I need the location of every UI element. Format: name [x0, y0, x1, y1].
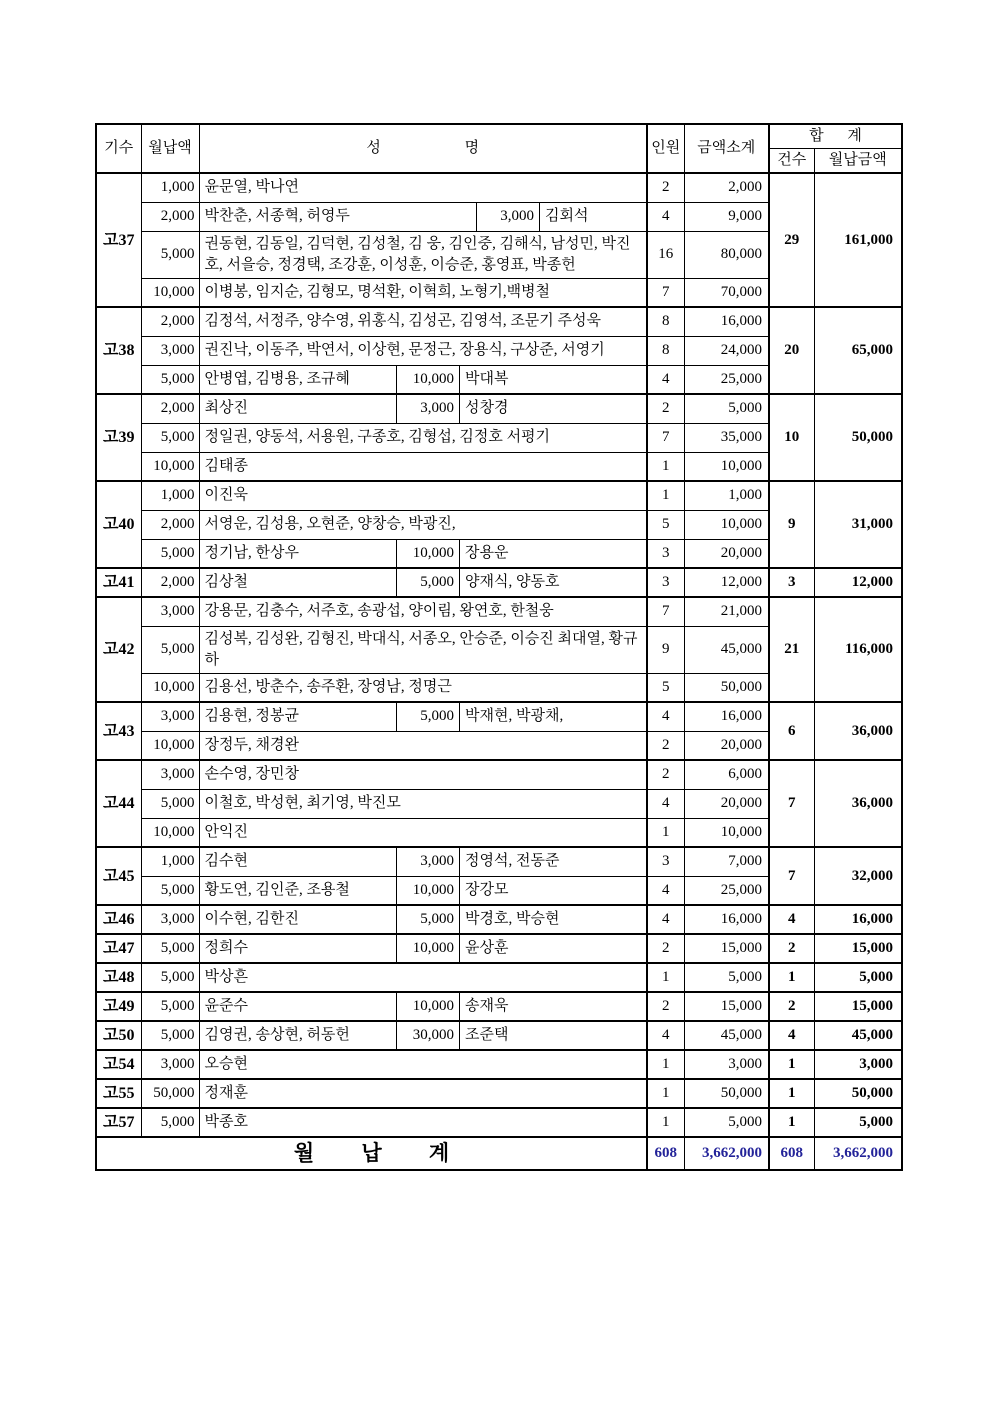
count-cell: 3 [647, 539, 684, 568]
names-cell: 서영운, 김성용, 오현준, 양창승, 박광진, [199, 510, 647, 539]
count-cell: 8 [647, 336, 684, 365]
sub-names-cell: 정희수 [204, 940, 248, 956]
monthly-amount-cell: 5,000 [141, 963, 199, 992]
gisu-cell: 고42 [96, 597, 141, 702]
monthly-amount-cell: 5,000 [141, 626, 199, 673]
gisu-cell: 고45 [96, 847, 141, 905]
group-total-count-cell: 2 [769, 992, 814, 1021]
monthly-amount-cell: 5,000 [141, 1108, 199, 1137]
col-header-total-amount: 월납금액 [814, 149, 902, 174]
group-total-amount-cell: 15,000 [814, 934, 902, 963]
subtotal-cell: 3,000 [684, 1050, 769, 1079]
sub-names-cell: 장용운 [465, 544, 509, 561]
sub-names-cell: 황도연, 김인준, 조용철 [204, 881, 350, 898]
monthly-amount-cell: 10,000 [141, 673, 199, 702]
table-row [96, 905, 902, 934]
count-cell: 1 [647, 1079, 684, 1108]
group-total-count-cell: 4 [769, 1021, 814, 1050]
group-total-amount-cell: 116,000 [814, 597, 902, 702]
monthly-amount-cell: 3,000 [141, 1050, 199, 1079]
sub-names-cell: 장강모 [465, 881, 509, 898]
gisu-cell: 고50 [96, 1021, 141, 1050]
col-header-total-count: 건수 [769, 149, 814, 174]
monthly-amount-cell: 5,000 [141, 365, 199, 394]
group-total-count-cell: 29 [769, 173, 814, 307]
group-total-count-cell: 3 [769, 568, 814, 597]
gisu-cell: 고37 [96, 173, 141, 307]
grand-total-count-right: 608 [769, 1137, 814, 1170]
monthly-amount-cell: 5,000 [141, 876, 199, 905]
group-total-count-cell: 4 [769, 905, 814, 934]
sub-amount-cell: 10,000 [396, 935, 460, 962]
monthly-amount-cell: 1,000 [141, 481, 199, 510]
sub-names-cell: 박찬춘, 서종혁, 허영두 [204, 208, 350, 224]
subtotal-cell: 21,000 [684, 597, 769, 626]
monthly-amount-cell: 3,000 [141, 597, 199, 626]
count-cell: 1 [647, 1108, 684, 1137]
col-header-subtotal: 금액소계 [684, 124, 769, 173]
table-row [96, 760, 902, 789]
sub-amount-cell: 30,000 [396, 1022, 460, 1049]
grand-total-count: 608 [647, 1137, 684, 1170]
gisu-cell: 고43 [96, 702, 141, 760]
monthly-amount-cell: 5,000 [141, 789, 199, 818]
subtotal-cell: 20,000 [684, 789, 769, 818]
count-cell: 2 [647, 992, 684, 1021]
names-split-wrap [200, 848, 647, 876]
monthly-amount-cell: 10,000 [141, 818, 199, 847]
subtotal-cell: 70,000 [684, 278, 769, 307]
monthly-amount-cell: 3,000 [141, 760, 199, 789]
names-cell: 손수영, 장민창 [199, 760, 647, 789]
names-cell [199, 876, 647, 905]
sub-names-cell: 안병엽, 김병용, 조규혜 [204, 370, 350, 387]
names-cell [199, 1021, 647, 1050]
names-split-wrap [200, 877, 647, 905]
names-cell: 박상흔 [199, 963, 647, 992]
monthly-amount-cell: 2,000 [141, 394, 199, 423]
subtotal-cell: 25,000 [684, 876, 769, 905]
group-total-amount-cell: 5,000 [814, 963, 902, 992]
group-total-count-cell: 20 [769, 307, 814, 394]
group-total-count-cell: 1 [769, 963, 814, 992]
sub-names-cell: 김회석 [545, 208, 589, 224]
monthly-amount-cell: 5,000 [141, 231, 199, 278]
sub-amount-cell: 5,000 [396, 703, 460, 731]
gisu-cell: 고54 [96, 1050, 141, 1079]
group-total-amount-cell: 161,000 [814, 173, 902, 307]
names-cell: 김태종 [199, 452, 647, 481]
sub-amount-cell: 5,000 [396, 569, 460, 596]
count-cell: 2 [647, 731, 684, 760]
subtotal-cell: 50,000 [684, 1079, 769, 1108]
count-cell: 4 [647, 1021, 684, 1050]
sub-names-cell: 김상철 [204, 574, 248, 590]
sub-names-cell: 박재현, 박광채, [465, 708, 564, 725]
names-cell [199, 934, 647, 963]
table-body [96, 173, 902, 1137]
count-cell: 1 [647, 452, 684, 481]
table-row [96, 307, 902, 336]
sub-names-cell: 윤준수 [204, 998, 248, 1014]
names-cell [199, 702, 647, 731]
table-row [96, 992, 902, 1021]
names-cell: 정일권, 양동석, 서용원, 구종호, 김형섭, 김정호 서평기 [199, 423, 647, 452]
monthly-amount-cell: 5,000 [141, 423, 199, 452]
subtotal-cell: 12,000 [684, 568, 769, 597]
group-total-amount-cell: 15,000 [814, 992, 902, 1021]
count-cell: 4 [647, 202, 684, 231]
monthly-amount-cell: 1,000 [141, 173, 199, 202]
monthly-amount-cell: 10,000 [141, 731, 199, 760]
count-cell: 4 [647, 789, 684, 818]
count-cell: 7 [647, 278, 684, 307]
gisu-cell: 고49 [96, 992, 141, 1021]
names-split-wrap [200, 569, 647, 596]
monthly-amount-cell: 1,000 [141, 847, 199, 876]
names-cell: 윤문열, 박나연 [199, 173, 647, 202]
sub-names-cell: 조준택 [465, 1027, 509, 1043]
subtotal-cell: 16,000 [684, 702, 769, 731]
count-cell: 4 [647, 365, 684, 394]
names-cell [199, 365, 647, 394]
gisu-cell: 고57 [96, 1108, 141, 1137]
names-cell: 김성복, 김성완, 김형진, 박대식, 서종오, 안승준, 이승진 최대열, 황규하 [199, 626, 647, 673]
names-split-wrap [200, 1022, 647, 1049]
subtotal-cell: 5,000 [684, 1108, 769, 1137]
count-cell: 3 [647, 568, 684, 597]
monthly-amount-cell: 5,000 [141, 1021, 199, 1050]
group-total-count-cell: 1 [769, 1108, 814, 1137]
group-total-amount-cell: 50,000 [814, 1079, 902, 1108]
table-footer [96, 1137, 902, 1170]
count-cell: 2 [647, 173, 684, 202]
subtotal-cell: 25,000 [684, 365, 769, 394]
sub-amount-cell: 10,000 [396, 366, 460, 394]
gisu-cell: 고47 [96, 934, 141, 963]
group-total-count-cell: 2 [769, 934, 814, 963]
monthly-amount-cell: 10,000 [141, 278, 199, 307]
table-header [96, 124, 902, 173]
subtotal-cell: 16,000 [684, 905, 769, 934]
grand-total-subtotal: 3,662,000 [684, 1137, 769, 1170]
names-split-wrap [200, 366, 647, 394]
table-row [96, 934, 902, 963]
group-total-amount-cell: 16,000 [814, 905, 902, 934]
table-row [96, 847, 902, 876]
count-cell: 7 [647, 597, 684, 626]
table-row [96, 481, 902, 510]
count-cell: 7 [647, 423, 684, 452]
sub-names-cell: 김영권, 송상현, 허동헌 [204, 1027, 350, 1043]
table-row [96, 1108, 902, 1137]
group-total-amount-cell: 31,000 [814, 481, 902, 568]
group-total-count-cell: 7 [769, 847, 814, 905]
table-row [96, 963, 902, 992]
monthly-amount-cell: 10,000 [141, 452, 199, 481]
names-split-wrap [200, 395, 647, 423]
sub-amount-cell: 10,000 [396, 993, 460, 1020]
sub-amount-cell: 3,000 [476, 203, 540, 231]
sub-amount-cell: 10,000 [396, 540, 460, 568]
count-cell: 1 [647, 1050, 684, 1079]
monthly-dues-table [95, 123, 903, 1171]
group-total-amount-cell: 50,000 [814, 394, 902, 481]
names-split-wrap [200, 540, 647, 568]
monthly-amount-cell: 50,000 [141, 1079, 199, 1108]
group-total-amount-cell: 5,000 [814, 1108, 902, 1137]
group-total-count-cell: 1 [769, 1050, 814, 1079]
subtotal-cell: 80,000 [684, 231, 769, 278]
monthly-amount-cell: 2,000 [141, 568, 199, 597]
subtotal-cell: 45,000 [684, 626, 769, 673]
sub-names-cell: 송재욱 [465, 998, 509, 1014]
names-cell: 김용선, 방춘수, 송주환, 장영남, 정명근 [199, 673, 647, 702]
count-cell: 1 [647, 818, 684, 847]
grand-total-row [96, 1137, 902, 1170]
sub-names-cell: 정영석, 전동준 [465, 853, 560, 870]
sub-names-cell: 윤상훈 [465, 940, 509, 956]
group-total-count-cell: 10 [769, 394, 814, 481]
header-row-1 [96, 124, 902, 149]
subtotal-cell: 16,000 [684, 307, 769, 336]
table-row [96, 394, 902, 423]
names-cell: 박종호 [199, 1108, 647, 1137]
group-total-amount-cell: 36,000 [814, 702, 902, 760]
subtotal-cell: 5,000 [684, 963, 769, 992]
names-cell [199, 992, 647, 1021]
names-cell: 이병봉, 임지순, 김형모, 명석환, 이혁희, 노형기,백병철 [199, 278, 647, 307]
subtotal-cell: 9,000 [684, 202, 769, 231]
table-row [96, 1079, 902, 1108]
subtotal-cell: 1,000 [684, 481, 769, 510]
count-cell: 2 [647, 760, 684, 789]
count-cell: 8 [647, 307, 684, 336]
names-cell: 장정두, 채경완 [199, 731, 647, 760]
group-total-count-cell: 6 [769, 702, 814, 760]
sub-names-cell: 최상진 [204, 400, 248, 417]
group-total-amount-cell: 32,000 [814, 847, 902, 905]
subtotal-cell: 15,000 [684, 934, 769, 963]
sub-names-cell: 정기남, 한상우 [204, 544, 299, 561]
names-split-wrap [200, 703, 647, 731]
names-cell: 강용문, 김충수, 서주호, 송광섭, 양이림, 왕연호, 한철웅 [199, 597, 647, 626]
sub-names-cell: 김용현, 정봉균 [204, 708, 299, 725]
gisu-cell: 고38 [96, 307, 141, 394]
monthly-amount-cell: 3,000 [141, 336, 199, 365]
names-split-wrap [200, 203, 647, 231]
names-cell [199, 202, 647, 231]
subtotal-cell: 6,000 [684, 760, 769, 789]
count-cell: 1 [647, 481, 684, 510]
monthly-amount-cell: 3,000 [141, 905, 199, 934]
gisu-cell: 고40 [96, 481, 141, 568]
table-row [96, 1050, 902, 1079]
table-row [96, 173, 902, 202]
subtotal-cell: 20,000 [684, 731, 769, 760]
sub-names-cell: 김수현 [204, 853, 248, 870]
subtotal-cell: 15,000 [684, 992, 769, 1021]
sub-names-cell: 박경호, 박승현 [465, 911, 560, 927]
subtotal-cell: 20,000 [684, 539, 769, 568]
group-total-count-cell: 1 [769, 1079, 814, 1108]
gisu-cell: 고44 [96, 760, 141, 847]
names-cell: 오승현 [199, 1050, 647, 1079]
col-header-monthly-amount: 월납액 [141, 124, 199, 173]
count-cell: 1 [647, 963, 684, 992]
count-cell: 4 [647, 876, 684, 905]
count-cell: 3 [647, 847, 684, 876]
gisu-cell: 고46 [96, 905, 141, 934]
count-cell: 2 [647, 934, 684, 963]
group-total-amount-cell: 65,000 [814, 307, 902, 394]
document-page [95, 123, 901, 1171]
sub-names-cell: 양재식, 양동호 [465, 574, 560, 590]
monthly-amount-cell: 2,000 [141, 510, 199, 539]
names-split-wrap [200, 935, 647, 962]
monthly-amount-cell: 2,000 [141, 307, 199, 336]
sub-names-cell: 이수현, 김한진 [204, 911, 299, 927]
group-total-amount-cell: 12,000 [814, 568, 902, 597]
monthly-amount-cell: 2,000 [141, 202, 199, 231]
table-row [96, 702, 902, 731]
count-cell: 16 [647, 231, 684, 278]
subtotal-cell: 35,000 [684, 423, 769, 452]
names-cell [199, 568, 647, 597]
gisu-cell: 고48 [96, 963, 141, 992]
monthly-amount-cell: 5,000 [141, 539, 199, 568]
subtotal-cell: 50,000 [684, 673, 769, 702]
col-header-count: 인원 [647, 124, 684, 173]
grand-total-label: 월 납 계 [96, 1137, 647, 1170]
group-total-count-cell: 21 [769, 597, 814, 702]
sub-amount-cell: 5,000 [396, 906, 460, 933]
grand-total-amount: 3,662,000 [814, 1137, 902, 1170]
group-total-amount-cell: 3,000 [814, 1050, 902, 1079]
table-row [96, 597, 902, 626]
gisu-cell: 고55 [96, 1079, 141, 1108]
count-cell: 9 [647, 626, 684, 673]
names-cell: 이철호, 박성현, 최기영, 박진모 [199, 789, 647, 818]
subtotal-cell: 24,000 [684, 336, 769, 365]
subtotal-cell: 45,000 [684, 1021, 769, 1050]
count-cell: 5 [647, 510, 684, 539]
subtotal-cell: 10,000 [684, 818, 769, 847]
count-cell: 4 [647, 702, 684, 731]
monthly-amount-cell: 5,000 [141, 934, 199, 963]
monthly-amount-cell: 3,000 [141, 702, 199, 731]
subtotal-cell: 2,000 [684, 173, 769, 202]
sub-amount-cell: 3,000 [396, 848, 460, 876]
names-cell [199, 539, 647, 568]
group-total-count-cell: 9 [769, 481, 814, 568]
names-split-wrap [200, 993, 647, 1020]
names-cell: 김정석, 서정주, 양수영, 위홍식, 김성곤, 김영석, 조문기 주성욱 [199, 307, 647, 336]
subtotal-cell: 10,000 [684, 452, 769, 481]
names-cell: 안익진 [199, 818, 647, 847]
sub-amount-cell: 10,000 [396, 877, 460, 905]
gisu-cell: 고39 [96, 394, 141, 481]
table-row [96, 1021, 902, 1050]
names-cell: 이진욱 [199, 481, 647, 510]
subtotal-cell: 5,000 [684, 394, 769, 423]
subtotal-cell: 10,000 [684, 510, 769, 539]
group-total-count-cell: 7 [769, 760, 814, 847]
count-cell: 4 [647, 905, 684, 934]
subtotal-cell: 7,000 [684, 847, 769, 876]
group-total-amount-cell: 36,000 [814, 760, 902, 847]
table-row [96, 568, 902, 597]
names-cell: 권동현, 김동일, 김덕현, 김성철, 김 웅, 김인중, 김해식, 남성민, 박진호, 서을승, 정경택, 조강훈, 이성훈, 이승준, 홍영표, 박종헌 [199, 231, 647, 278]
count-cell: 2 [647, 394, 684, 423]
names-cell [199, 905, 647, 934]
count-cell: 5 [647, 673, 684, 702]
names-split-wrap [200, 906, 647, 933]
sub-names-cell: 박대복 [465, 370, 509, 387]
names-cell [199, 847, 647, 876]
names-cell: 권진낙, 이동주, 박연서, 이상현, 문정근, 장용식, 구상준, 서영기 [199, 336, 647, 365]
names-cell [199, 394, 647, 423]
sub-names-cell: 성창경 [465, 400, 509, 417]
group-total-amount-cell: 45,000 [814, 1021, 902, 1050]
col-header-names: 성 명 [199, 124, 647, 173]
gisu-cell: 고41 [96, 568, 141, 597]
col-header-grand-total: 합 계 [769, 124, 902, 149]
monthly-amount-cell: 5,000 [141, 992, 199, 1021]
names-cell: 정재훈 [199, 1079, 647, 1108]
sub-amount-cell: 3,000 [396, 395, 460, 423]
col-header-gisu: 기수 [96, 124, 141, 173]
